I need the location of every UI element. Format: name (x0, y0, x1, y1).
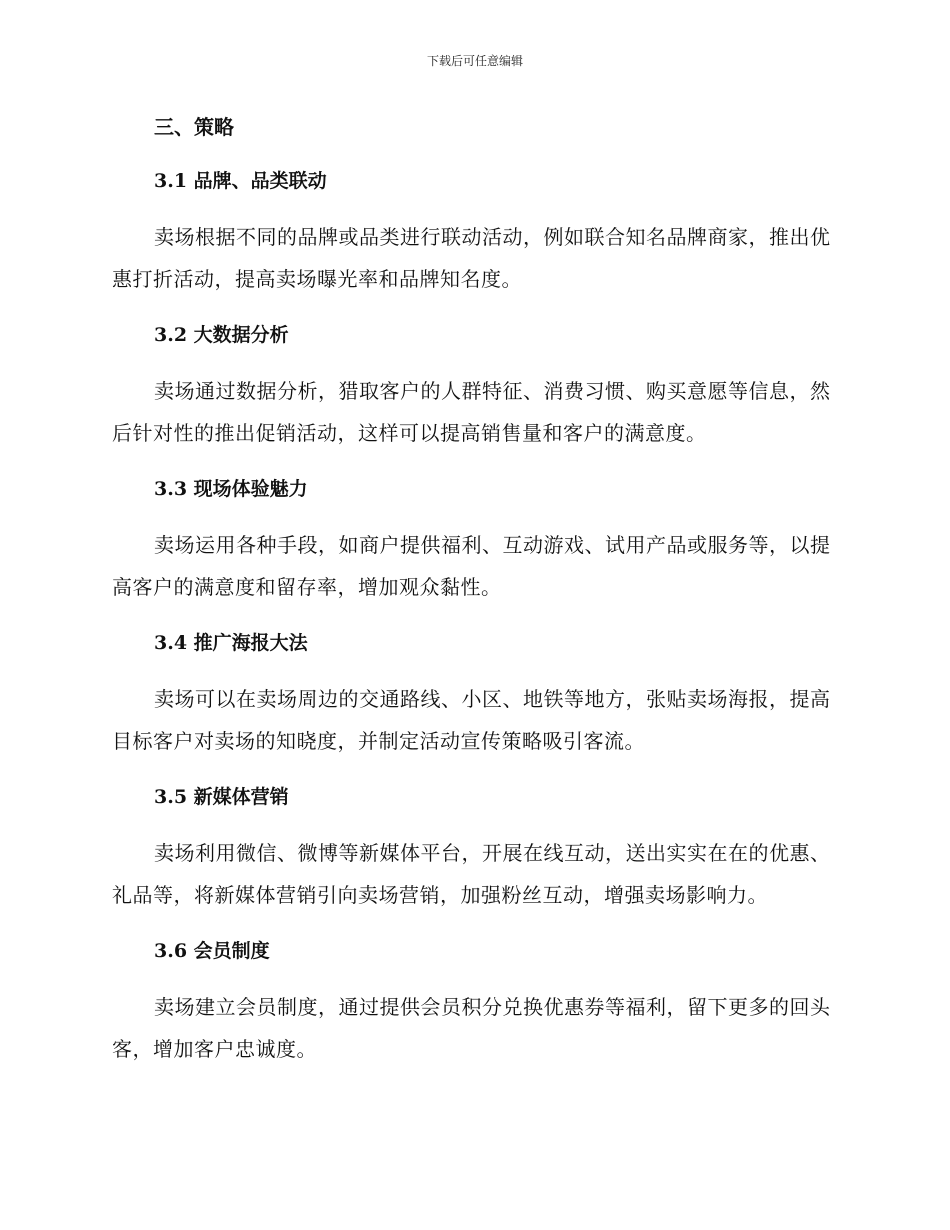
subsection-3-2 (112, 316, 840, 454)
subsection-title: 3.6 会员制度 (154, 940, 270, 962)
subsection-3-1 (112, 162, 840, 300)
subsection-paragraph: 卖场运用各种手段，如商户提供福利、互动游戏、试用产品或服务等，以提高客户的满意度和留存率，增加观众黏性。 (112, 533, 831, 599)
subsection-title: 3.5 新媒体营销 (154, 786, 289, 808)
subsection-paragraph: 卖场根据不同的品牌或品类进行联动活动，例如联合知名品牌商家，推出优惠打折活动，提高卖场曝光率和品牌知名度。 (112, 225, 831, 291)
subsection-paragraph: 卖场通过数据分析，猎取客户的人群特征、消费习惯、购买意愿等信息，然后针对性的推出促销活动，这样可以提高销售量和客户的满意度。 (112, 379, 831, 445)
subsection-paragraph: 卖场建立会员制度，通过提供会员积分兑换优惠券等福利，留下更多的回头客，增加客户忠诚度。 (112, 995, 831, 1061)
header-note: 下载后可任意编辑 (426, 54, 523, 68)
subsection-3-6 (112, 932, 840, 1070)
subsection-title: 3.2 大数据分析 (154, 324, 289, 346)
subsection-title: 3.1 品牌、品类联动 (154, 170, 327, 192)
subsection-paragraph: 卖场利用微信、微博等新媒体平台，开展在线互动，送出实实在在的优惠、礼品等，将新媒体营销引向卖场营销，加强粉丝互动，增强卖场影响力。 (112, 841, 831, 907)
document-body (112, 108, 840, 1070)
section-title: 三、策略 (154, 115, 234, 139)
subsection-title: 3.3 现场体验魅力 (154, 478, 308, 500)
subsection-3-3 (112, 470, 840, 608)
subsection-paragraph: 卖场可以在卖场周边的交通路线、小区、地铁等地方，张贴卖场海报，提高目标客户对卖场的知晓度，并制定活动宣传策略吸引客流。 (112, 687, 831, 753)
subsection-3-5 (112, 778, 840, 916)
subsection-title: 3.4 推广海报大法 (154, 632, 308, 654)
subsection-3-4 (112, 624, 840, 762)
